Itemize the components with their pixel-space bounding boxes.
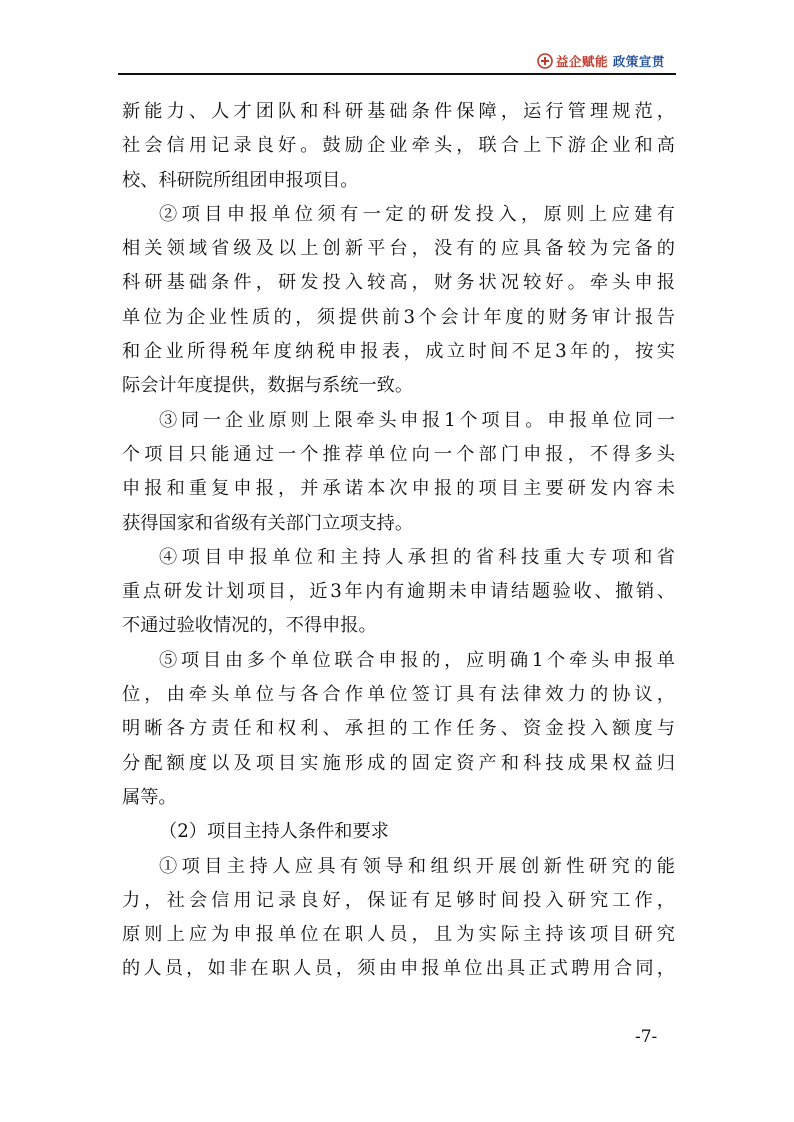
text-line: ③同一企业原则上限牵头申报1个项目。申报单位同一 — [159, 409, 675, 431]
logo-text-blue: 政策宣贯 — [612, 54, 665, 69]
text-line: 原则上应为申报单位在职人员，且为实际主持该项目研究 — [122, 924, 675, 946]
text-line: 单位为企业性质的，须提供前3个会计年度的财务审计报告 — [122, 306, 675, 328]
text-line: ⑤项目由多个单位联合申报的，应明确1个牵头申报单 — [159, 649, 675, 671]
text-line: 属等。 — [122, 786, 177, 808]
text-line: 不通过验收情况的，不得申报。 — [122, 615, 377, 637]
text-line: 分配额度以及项目实施形成的固定资产和科技成果权益归 — [122, 752, 675, 774]
text-line: 个项目只能通过一个推荐单位向一个部门申报，不得多头 — [122, 443, 675, 465]
text-line: 的人员，如非在职人员，须由申报单位出具正式聘用合同， — [122, 958, 675, 980]
text-line: 和企业所得税年度纳税申报表，成立时间不足3年的，按实 — [122, 341, 675, 363]
text-line: 新能力、人才团队和科研基础条件保障，运行管理规范， — [122, 101, 675, 122]
text-line: 力，社会信用记录良好，保证有足够时间投入研究工作， — [122, 889, 675, 911]
header-divider — [118, 73, 676, 75]
text-line: 位，由牵头单位与各合作单位签订具有法律效力的协议， — [122, 684, 675, 706]
text-line: 相关领域省级及以上创新平台，没有的应具备较为完备的 — [122, 238, 675, 260]
logo-text-red: 益企赋能 — [556, 54, 609, 69]
text-line: 科研基础条件，研发投入较高，财务状况较好。牵头申报 — [122, 272, 675, 294]
text-line: 际会计年度提供，数据与系统一致。 — [122, 375, 414, 397]
text-line: 申报和重复申报，并承诺本次申报的项目主要研发内容未 — [122, 478, 675, 500]
text-line: ②项目申报单位须有一定的研发投入，原则上应建有 — [159, 203, 675, 225]
section-heading: （2）项目主持人条件和要求 — [159, 821, 389, 843]
document-body — [122, 95, 675, 987]
text-line: 获得国家和省级有关部门立项支持。 — [122, 512, 414, 534]
text-line: ④项目申报单位和主持人承担的省科技重大专项和省 — [159, 546, 675, 568]
text-line: 社会信用记录良好。鼓励企业牵头，联合上下游企业和高 — [122, 135, 675, 157]
page-number: -7- — [635, 1027, 658, 1047]
header-logo — [537, 52, 665, 70]
logo-text — [556, 52, 665, 70]
text-line: 重点研发计划项目，近3年内有逾期未申请结题验收、撤销、 — [122, 581, 675, 603]
text-line: ①项目主持人应具有领导和组织开展创新性研究的能 — [159, 855, 675, 877]
logo-mark-icon — [537, 53, 553, 69]
text-line: 明晰各方责任和权利、承担的工作任务、资金投入额度与 — [122, 718, 675, 740]
text-line: 校、科研院所组团申报项目。 — [122, 169, 359, 191]
